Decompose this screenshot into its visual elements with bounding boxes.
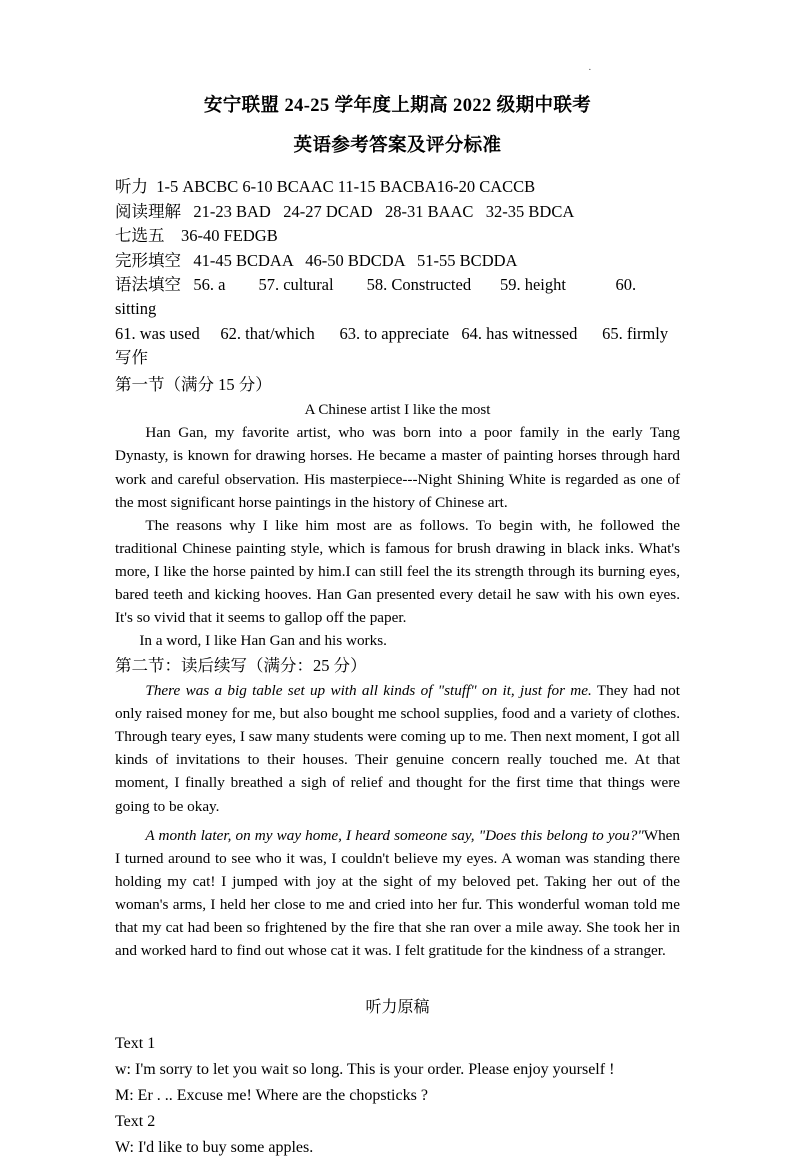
script-line-text2-label: Text 2	[115, 1112, 156, 1130]
continuation-lead-2: A month later, on my way home, I heard someone say, "Does this belong to you?"	[145, 826, 644, 844]
answer-line-cloze: 完形填空 41-45 BCDAA 46-50 BDCDA 51-55 BCDDA	[115, 250, 518, 270]
continuation-rest-1: They had not only raised money for me, but also bought me school supplies, food and a variety of clothes. Through teary eyes, I saw many students were coming up to me. Then next moment, I got all kinds of invitations to their houses. Their genuine concern really touched me. At that moment, I finally breathed a sigh of relief and thought for the first time that things were going to be okay.	[115, 682, 680, 815]
continuation-paragraph-2	[115, 824, 680, 963]
section-two-heading: 第二节：读后续写（满分：25 分）	[115, 656, 367, 676]
answer-line-writing: 写作	[115, 348, 148, 368]
answer-line-reading: 阅读理解 21-23 BAD 24-27 DCAD 28-31 BAAC 32-35 BDCA	[115, 201, 575, 221]
essay-paragraph-2: The reasons why I like him most are as follows. To begin with, he followed the traditional Chinese painting style, which is famous for brush drawing in black inks. What's more, I like the horse painted by him.I can still feel the its strength through its burning eyes, bared teeth and kicking hooves. Han Gan presented every detail he saw with his own eyes. It's so vivid that it seems to gallop off the paper.	[115, 516, 680, 627]
essay-paragraph-1: Han Gan, my favorite artist, who was born into a poor family in the early Tang Dynasty, is known for drawing horses. He became a master of painting horses through hard work and careful observation. His masterpiece---Night Shining White is regarded as one of the most significant horse paintings in the history of Chinese art.	[115, 424, 680, 511]
continuation-lead-1: There was a big table set up with all kinds of "stuff" on it, just for me.	[145, 682, 592, 700]
continuation-paragraph-1	[115, 679, 680, 818]
script-line-text1-label: Text 1	[115, 1035, 156, 1053]
answer-line-grammar-2: 61. was used 62. that/which 63. to appreciate 64. has witnessed 65. firmly	[115, 323, 669, 343]
essay-title: A Chinese artist I like the most	[304, 402, 491, 419]
document-content	[115, 95, 680, 1161]
document-title-line2: 英语参考答案及评分标准	[293, 136, 502, 157]
script-line-text1-m: M: Er . .. Excuse me! Where are the chopsticks ?	[115, 1087, 428, 1104]
listening-script-heading: 听力原稿	[365, 999, 430, 1017]
answer-line-listening: 听力 1-5 ABCBC 6-10 BCAAC 11-15 BACBA16-20 CACCB	[115, 177, 536, 197]
script-line-text2-w: W: I'd like to buy some apples.	[115, 1138, 314, 1156]
essay-paragraph-3: In a word, I like Han Gan and his works.	[139, 632, 387, 650]
page-mark: ·	[588, 64, 592, 76]
answer-line-seven-choose-five: 七选五 36-40 FEDGB	[115, 226, 278, 246]
section-one-heading: 第一节（满分 15 分）	[115, 374, 272, 394]
document-title-line1: 安宁联盟 24-25 学年度上期高 2022 级期中联考	[203, 96, 592, 116]
continuation-rest-2: When I turned around to see who it was, I couldn't believe my eyes. A woman was standing there holding my cat! I jumped with joy at the sight of my beloved pet. Taking her out of the woman's arms, I held her close to me and cried into her fur. This wonderful woman told me that my cat had been so frightened by the fire that she ran over a mile away. She took her in and worked hard to find out whose cat it was. I felt gratitude for the kindness of a stranger.	[115, 826, 680, 960]
script-line-text1-w: w: I'm sorry to let you wait so long. This is your order. Please enjoy yourself !	[115, 1061, 615, 1079]
answer-line-grammar-1: 语法填空 56. a 57. cultural 58. Constructed 59. height 60. sitting	[115, 275, 641, 319]
